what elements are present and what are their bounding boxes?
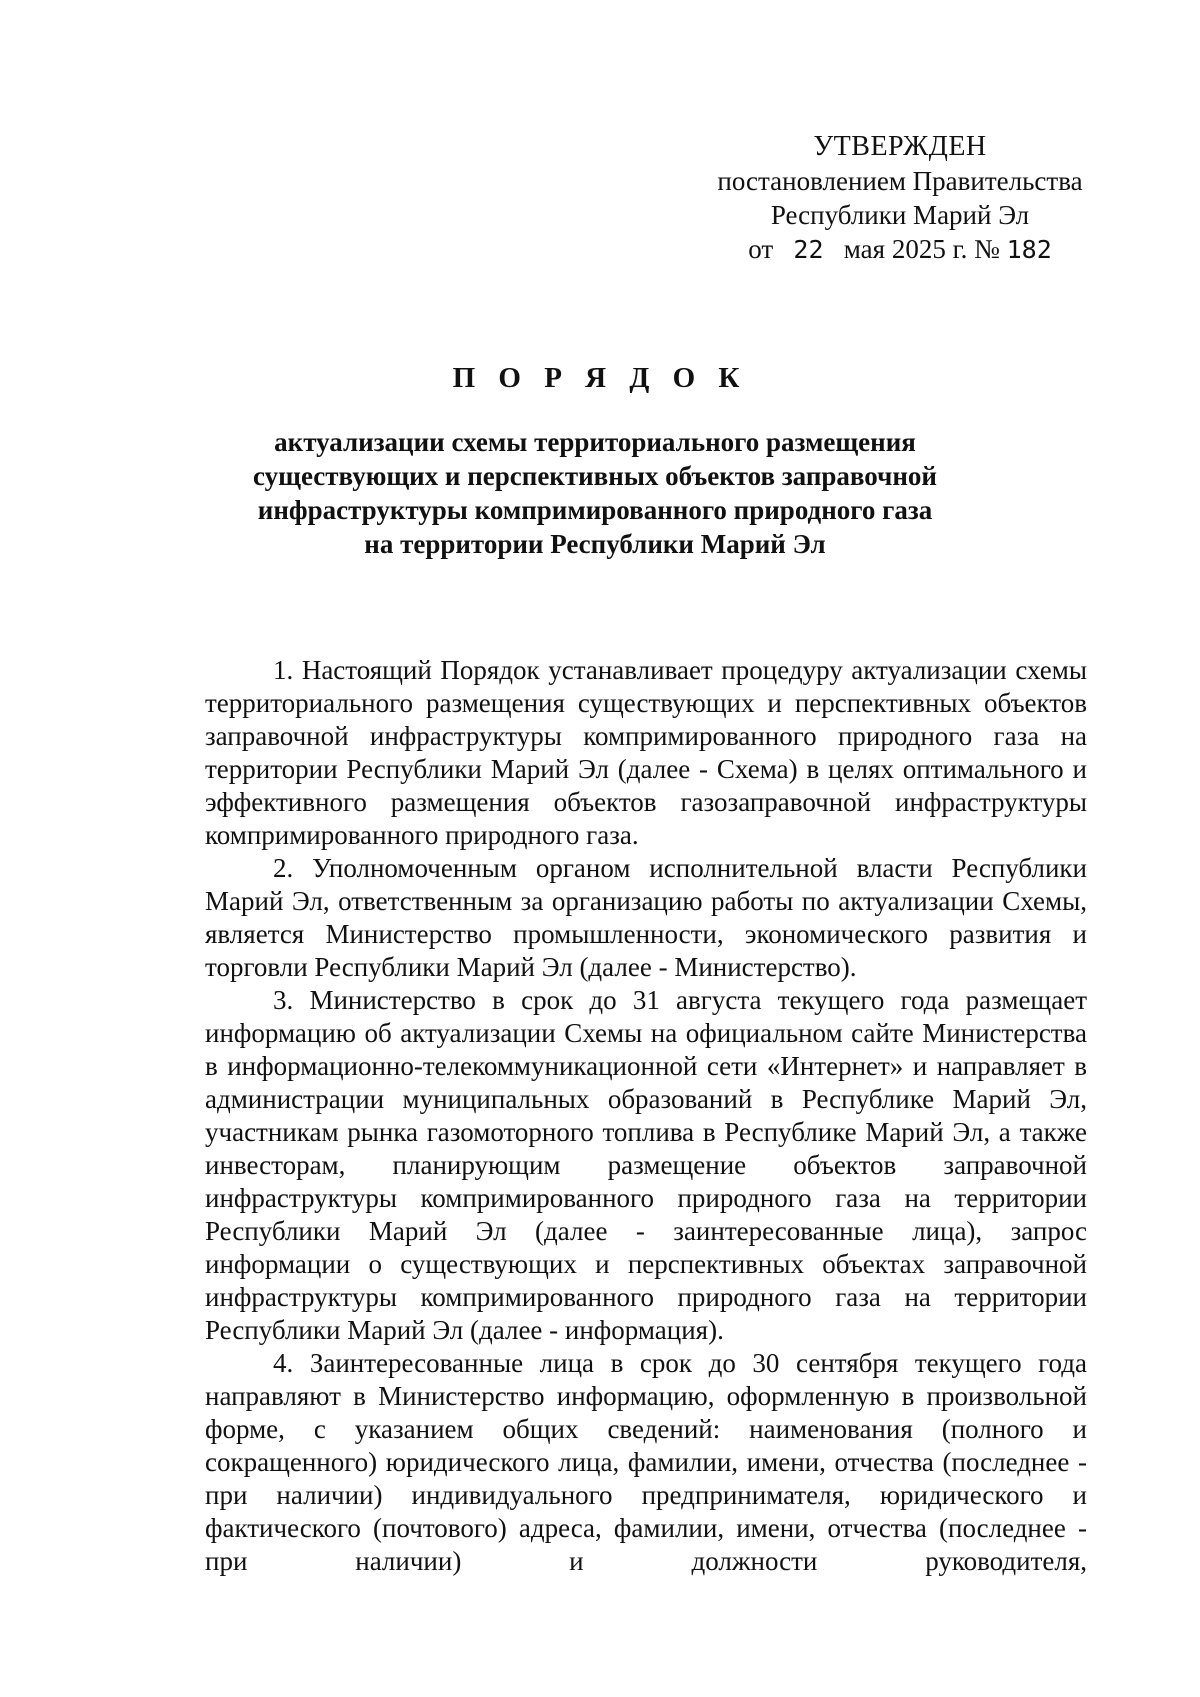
approval-line-1: постановлением Правительства [717, 166, 1083, 196]
paragraph-2: 2. Уполномоченным органом исполнительной власти Республики Марий Эл, ответственным за организацию работы по актуализации Схемы, является Министерство промышленности, экономического развития и торговли Республики Марий Эл (далее - Министерство). [205, 853, 1087, 982]
paragraph-1: 1. Настоящий Порядок устанавливает процедуру актуализации схемы территориального размещения существующих и перспективных объектов заправочной инфраструктуры компримированного природного газа на территории Республики Марий Эл (далее - Схема) в целях оптимального и эффективного размещения объектов газозаправочной инфраструктуры компримированного природного газа. [205, 655, 1087, 850]
approval-title: УТВЕРЖДЕН [813, 131, 987, 162]
subtitle-line: актуализации схемы территориального размещения [274, 427, 916, 457]
subtitle-line: инфраструктуры компримированного природного газа [257, 495, 933, 525]
date-day: 22 [793, 235, 824, 264]
document-title: П О Р Я Д О К [452, 362, 748, 394]
subtitle-line: на территории Республики Марий Эл [364, 529, 826, 559]
approval-block [690, 130, 1110, 267]
date-rest: мая 2025 г. № [843, 234, 1000, 264]
paragraph-4: 4. Заинтересованные лица в срок до 30 сентября текущего года направляют в Министерство информацию, оформленную в произвольной форме, с указанием общих сведений: наименования (полного и сокращенного) юридического лица, фамилии, имени, отчества (последнее - при наличии) индивидуального предпринимателя, юридического и фактического (почтового) адреса, фамилии, имени, отчества (последнее - при наличии) и должности руководителя, [205, 1348, 1087, 1576]
approval-line-2: Республики Марий Эл [770, 200, 1030, 230]
document-number: 182 [1006, 235, 1052, 264]
date-prefix: от [748, 234, 774, 264]
approval-date-line [690, 232, 1110, 267]
document-body [205, 654, 1087, 1578]
subtitle-line: существующих и перспективных объектов заправочной [253, 461, 937, 491]
paragraph-3: 3. Министерство в срок до 31 августа текущего года размещает информацию об актуализации Схемы на официальном сайте Министерства в информационно-телекоммуникационной сети «Интернет» и направляет в администрации муниципальных образований в Республике Марий Эл, участникам рынка газомоторного топлива в Республике Марий Эл, а также инвесторам, планирующим размещение объектов заправочной инфраструктуры компримированного природного газа на территории Республики Марий Эл (далее - заинтересованные лица), запрос информации о существующих и перспективных объектах заправочной инфраструктуры компримированного природного газа на территории Республики Марий Эл (далее - информация). [205, 985, 1087, 1345]
document-subtitle [200, 425, 990, 561]
